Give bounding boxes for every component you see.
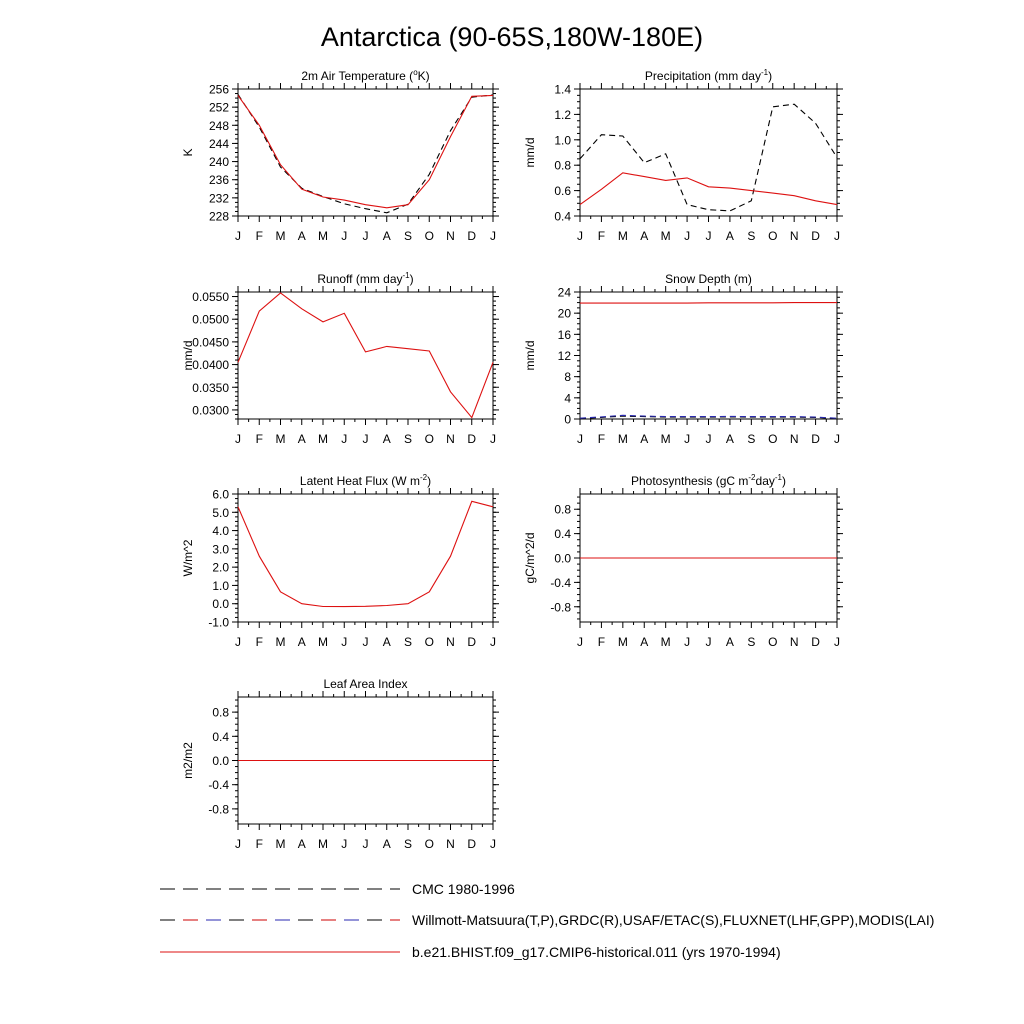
- x-tick-label: F: [255, 837, 263, 851]
- figure-title: Antarctica (90-65S,180W-180E): [320, 22, 704, 52]
- panel-title: Photosynthesis (gC $m^{-2}day^{-1}$): [631, 473, 786, 488]
- series-line-model: [580, 303, 837, 304]
- y-tick-label: 248: [208, 118, 229, 133]
- x-tick-label: A: [725, 432, 734, 446]
- y-tick-label: 24: [557, 285, 571, 300]
- x-tick-label: J: [341, 635, 348, 649]
- x-tick-label: S: [747, 635, 756, 649]
- y-tick-label: 240: [208, 155, 229, 170]
- x-tick-label: N: [789, 432, 799, 446]
- series-line-model: [238, 293, 493, 418]
- panel-1: [181, 68, 499, 243]
- legend-entry-3: [160, 944, 781, 960]
- x-tick-label: M: [275, 229, 286, 243]
- x-tick-label: D: [811, 432, 820, 446]
- y-tick-label: 5.0: [212, 505, 229, 520]
- x-tick-label: N: [789, 229, 799, 243]
- series-line-model: [580, 173, 837, 205]
- y-tick-label: 0.0: [554, 551, 571, 566]
- x-tick-label: J: [490, 229, 496, 243]
- legend-entry-1: [160, 881, 515, 897]
- x-tick-label: M: [318, 432, 328, 446]
- x-tick-label: D: [467, 432, 477, 446]
- x-tick-label: A: [382, 837, 391, 851]
- y-tick-label: 252: [208, 100, 229, 115]
- y-axis-label: mm/d: [523, 340, 537, 371]
- y-tick-label: 244: [208, 136, 229, 151]
- x-tick-label: S: [747, 229, 756, 243]
- y-tick-label: 0.8: [212, 705, 229, 720]
- x-tick-label: J: [341, 432, 348, 446]
- panel-4: [523, 272, 843, 446]
- x-tick-label: S: [403, 837, 413, 851]
- plot-frame: [238, 494, 493, 622]
- x-tick-label: M: [660, 635, 671, 649]
- panel-title: Latent Heat Flux (W $m^{-2}$): [299, 473, 432, 488]
- x-tick-label: N: [446, 229, 455, 243]
- y-tick-label: 20: [557, 306, 571, 321]
- x-tick-label: O: [768, 635, 778, 649]
- y-tick-label: 8: [564, 370, 571, 385]
- x-tick-label: J: [684, 432, 691, 446]
- panel-title: Snow Depth (m): [665, 272, 752, 286]
- x-tick-label: S: [403, 432, 413, 446]
- x-tick-label: M: [318, 635, 328, 649]
- x-tick-label: O: [768, 432, 778, 446]
- x-tick-label: J: [235, 229, 241, 243]
- x-tick-label: J: [577, 229, 583, 243]
- y-tick-label: -1.0: [208, 615, 229, 630]
- y-tick-label: 0.6: [554, 184, 571, 199]
- y-tick-label: 0.8: [554, 158, 571, 173]
- panel-5: [181, 473, 499, 649]
- x-tick-label: D: [811, 229, 820, 243]
- x-tick-label: S: [403, 229, 413, 243]
- x-tick-label: M: [617, 432, 628, 446]
- x-tick-label: M: [660, 432, 671, 446]
- y-tick-label: 0.0400: [192, 358, 229, 373]
- legend-label: CMC 1980-1996: [412, 881, 515, 897]
- y-tick-label: 12: [557, 349, 571, 363]
- series-line-obs2: [580, 415, 837, 418]
- x-tick-label: J: [705, 635, 712, 649]
- x-tick-label: F: [597, 635, 606, 649]
- x-tick-label: J: [684, 635, 691, 649]
- y-tick-label: 6.0: [212, 487, 229, 502]
- x-tick-label: J: [577, 432, 583, 446]
- x-tick-label: A: [297, 635, 306, 649]
- x-tick-label: M: [275, 635, 286, 649]
- x-tick-label: J: [362, 635, 369, 649]
- x-tick-label: N: [789, 635, 799, 649]
- x-tick-label: A: [640, 635, 649, 649]
- y-axis-label: mm/d: [523, 137, 537, 168]
- y-tick-label: 232: [208, 191, 229, 206]
- x-tick-label: O: [424, 432, 434, 446]
- x-tick-label: F: [255, 229, 263, 243]
- x-tick-label: J: [341, 229, 348, 243]
- panel-title: Runoff (mm day$^{-1}$): [317, 271, 414, 286]
- y-axis-label: K: [181, 148, 195, 157]
- panels: [181, 68, 843, 851]
- x-tick-label: D: [467, 635, 477, 649]
- y-tick-label: 2.0: [212, 560, 229, 575]
- x-tick-label: O: [424, 635, 434, 649]
- x-tick-label: O: [424, 229, 434, 243]
- y-tick-label: 0.4: [212, 729, 229, 744]
- y-tick-label: 4: [564, 391, 571, 406]
- x-tick-label: N: [446, 635, 455, 649]
- x-tick-label: D: [467, 837, 477, 851]
- x-tick-label: J: [834, 432, 840, 446]
- y-axis-label: gC/m^2/d: [523, 532, 537, 584]
- plot-frame: [580, 292, 837, 419]
- x-tick-label: N: [446, 432, 455, 446]
- y-tick-label: 3.0: [212, 542, 229, 557]
- x-tick-label: M: [275, 837, 286, 851]
- x-tick-label: J: [235, 432, 241, 446]
- y-axis-label: W/m^2: [181, 539, 195, 577]
- y-tick-label: 16: [557, 327, 571, 342]
- y-tick-label: 4.0: [212, 524, 229, 539]
- x-tick-label: J: [235, 635, 241, 649]
- legend-label: b.e21.BHIST.f09_g17.CMIP6-historical.011 (yrs 1970-1994): [412, 944, 781, 960]
- x-tick-label: M: [660, 229, 671, 243]
- y-tick-label: 0.0500: [192, 312, 229, 327]
- y-tick-label: 0.0350: [192, 380, 229, 395]
- legend-label: Willmott-Matsuura(T,P),GRDC(R),USAF/ETAC(S),FLUXNET(LHF,GPP),MODIS(LAI): [412, 912, 935, 928]
- y-tick-label: 1.4: [554, 82, 571, 97]
- x-tick-label: J: [834, 635, 840, 649]
- plot-frame: [238, 292, 493, 419]
- x-tick-label: A: [640, 229, 649, 243]
- x-tick-label: A: [382, 635, 391, 649]
- x-tick-label: A: [382, 432, 391, 446]
- series-line-obs: [580, 416, 837, 418]
- y-axis-label: m2/m2: [181, 742, 195, 779]
- x-tick-label: A: [725, 635, 734, 649]
- panel-6: [523, 473, 843, 649]
- x-tick-label: J: [362, 837, 369, 851]
- y-tick-label: -0.4: [208, 778, 229, 793]
- y-tick-label: 0.0: [212, 597, 229, 612]
- y-tick-label: -0.8: [208, 802, 229, 817]
- x-tick-label: J: [705, 432, 712, 446]
- x-tick-label: J: [834, 229, 840, 243]
- y-tick-label: 0: [564, 412, 571, 427]
- y-tick-label: 0.8: [554, 502, 571, 517]
- series-line-obs: [238, 94, 493, 212]
- panel-title: Precipitation (mm day$^{-1}$): [644, 68, 773, 83]
- x-tick-label: S: [747, 432, 756, 446]
- x-tick-label: O: [424, 837, 434, 851]
- y-tick-label: 0.4: [554, 527, 571, 542]
- x-tick-label: A: [297, 229, 306, 243]
- series-line-obs: [580, 104, 837, 211]
- y-tick-label: 1.0: [212, 578, 229, 593]
- x-tick-label: J: [362, 432, 369, 446]
- y-tick-label: 1.2: [554, 107, 571, 122]
- y-tick-label: 0.0550: [192, 290, 229, 305]
- x-tick-label: J: [577, 635, 583, 649]
- plot-frame: [238, 89, 493, 216]
- y-tick-label: 236: [208, 173, 229, 188]
- x-tick-label: J: [490, 635, 496, 649]
- y-tick-label: 0.0: [212, 754, 229, 768]
- x-tick-label: M: [275, 432, 286, 446]
- legend-entry-2: [160, 912, 934, 928]
- x-tick-label: D: [811, 635, 820, 649]
- x-tick-label: F: [597, 229, 606, 243]
- x-tick-label: D: [467, 229, 477, 243]
- x-tick-label: J: [490, 837, 496, 851]
- x-tick-label: M: [617, 229, 628, 243]
- x-tick-label: F: [255, 432, 263, 446]
- panel-3: [181, 271, 499, 446]
- y-tick-label: 0.4: [554, 209, 571, 224]
- x-tick-label: S: [403, 635, 413, 649]
- x-tick-label: J: [684, 229, 691, 243]
- y-tick-label: -0.8: [550, 600, 571, 615]
- y-tick-label: 1.0: [554, 133, 571, 148]
- x-tick-label: A: [297, 837, 306, 851]
- y-tick-label: -0.4: [550, 575, 571, 590]
- x-tick-label: F: [597, 432, 606, 446]
- x-tick-label: A: [640, 432, 649, 446]
- panel-title: 2m Air Temperature ($^o$K): [301, 68, 430, 83]
- panel-title: Leaf Area Index: [323, 677, 408, 691]
- x-tick-label: A: [725, 229, 734, 243]
- x-tick-label: O: [768, 229, 778, 243]
- panel-7: [181, 677, 499, 851]
- x-tick-label: J: [490, 432, 496, 446]
- panel-2: [523, 68, 843, 243]
- y-tick-label: 228: [208, 209, 229, 224]
- x-tick-label: M: [617, 635, 628, 649]
- legend: [160, 881, 934, 960]
- y-axis-label: mm/d: [181, 340, 195, 371]
- series-line-model: [238, 501, 493, 606]
- x-tick-label: A: [297, 432, 306, 446]
- x-tick-label: J: [705, 229, 712, 243]
- x-tick-label: N: [446, 837, 455, 851]
- x-tick-label: M: [318, 837, 328, 851]
- x-tick-label: J: [341, 837, 348, 851]
- x-tick-label: J: [235, 837, 241, 851]
- x-tick-label: A: [382, 229, 391, 243]
- x-tick-label: F: [255, 635, 263, 649]
- y-tick-label: 256: [208, 82, 229, 97]
- x-tick-label: M: [318, 229, 328, 243]
- series-line-model: [238, 95, 493, 207]
- y-tick-label: 0.0300: [192, 403, 229, 418]
- y-tick-label: 0.0450: [192, 335, 229, 350]
- x-tick-label: J: [362, 229, 369, 243]
